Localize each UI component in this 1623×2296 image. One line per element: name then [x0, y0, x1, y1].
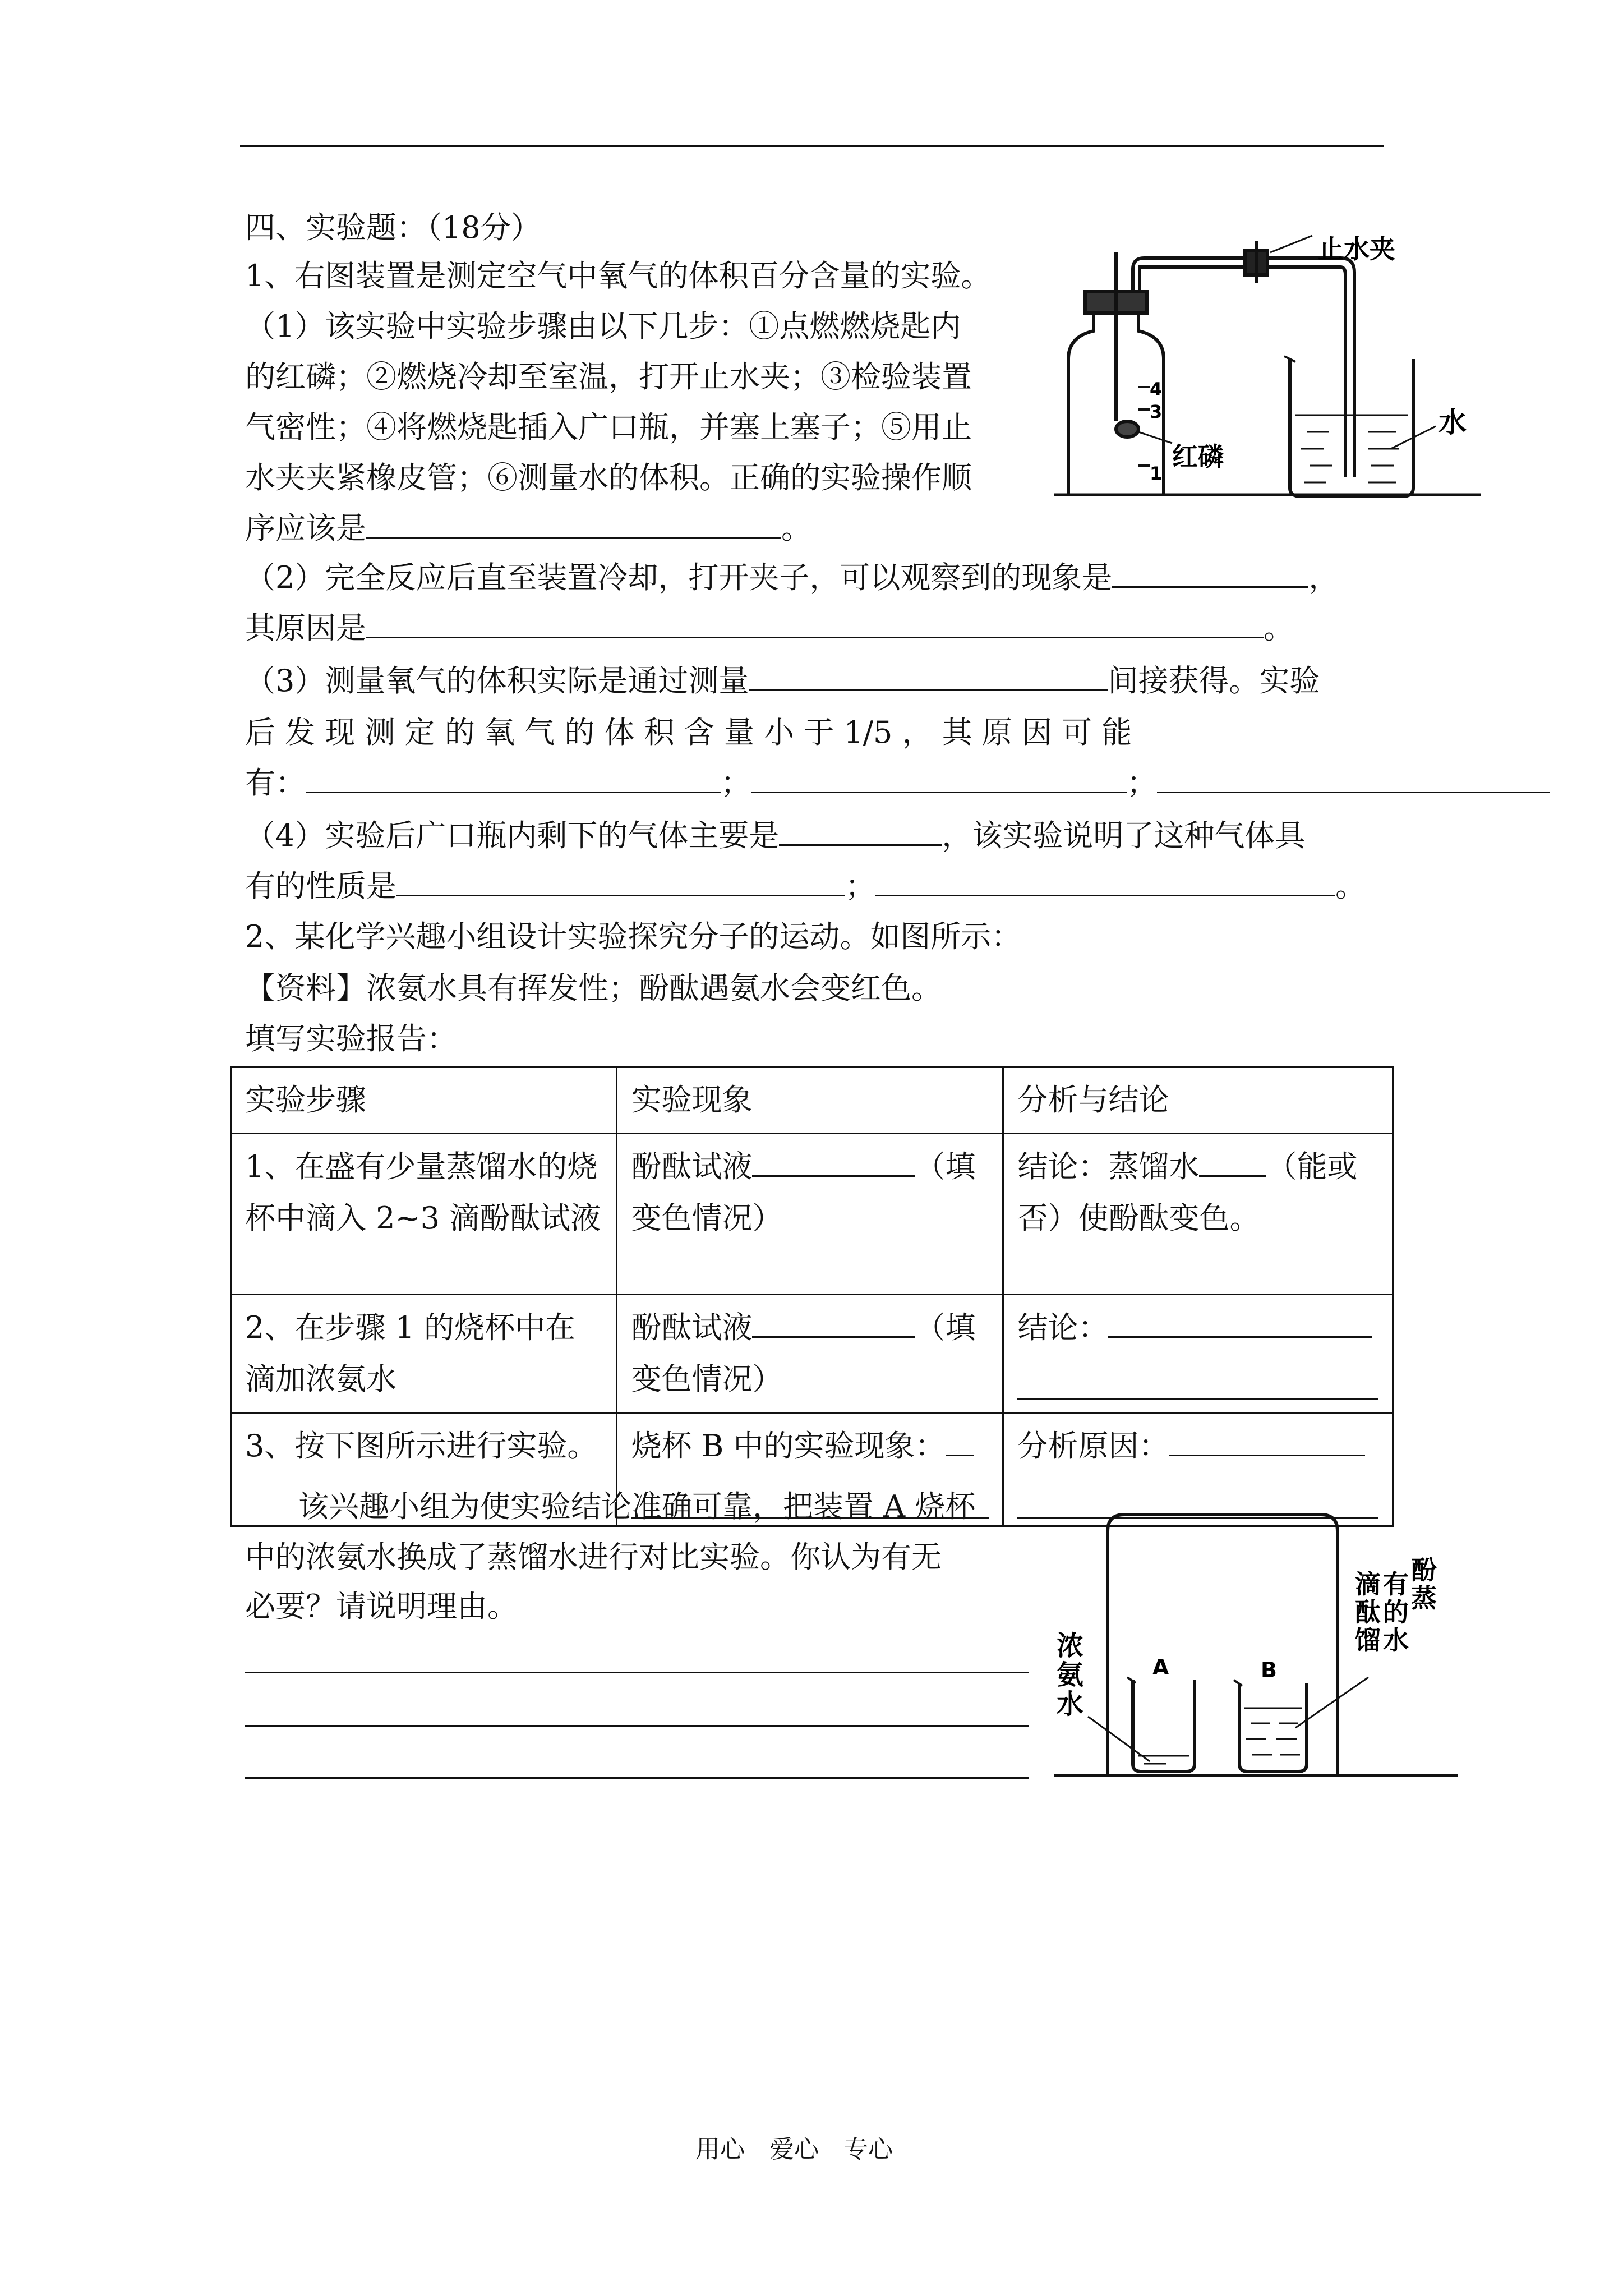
- row1-conclusion: [1003, 1134, 1393, 1295]
- q1-p2-line-a: [245, 552, 1339, 604]
- q1-p3-sep-2: ；: [1127, 765, 1157, 800]
- q1-p4-property-blank-2[interactable]: [875, 863, 1335, 896]
- row2-step: 2、在步骤 1 的烧杯中在滴加浓氨水: [231, 1295, 617, 1413]
- apparatus-drawing: [1054, 236, 1481, 496]
- bell-jar: [1108, 1515, 1338, 1775]
- row2-obs-text: 酚酞试液: [631, 1310, 753, 1345]
- q1-p3-have-text: 有：: [245, 765, 306, 800]
- q2-intro: 2、某化学兴趣小组设计实验探究分子的运动。如图所示：: [245, 919, 1022, 954]
- phenol-col1-char1: 滴: [1355, 1569, 1381, 1599]
- q1-p2-reason-blank[interactable]: [366, 605, 1264, 638]
- section-title: 四、实验题：（18分）: [245, 210, 541, 245]
- row2-obs-note: （填变色情况）: [631, 1310, 976, 1397]
- phenol-col3-char1: 酚: [1411, 1555, 1437, 1585]
- q1-p1-last-line: [245, 503, 811, 554]
- row1-concl-note: （能或否）使酚酞变色。: [1017, 1149, 1358, 1236]
- phenol-col2-char2: 的: [1383, 1597, 1409, 1627]
- q1-p1-end-mark: 。: [781, 510, 811, 546]
- glass-tube: [1133, 258, 1354, 477]
- q1-p3-line-a: [245, 655, 1320, 707]
- oxygen-apparatus-figure: [1054, 230, 1481, 505]
- row1-obs-note: （填变色情况）: [631, 1149, 976, 1236]
- combustion-spoon: [1116, 421, 1138, 437]
- q1-p4-line-b: [245, 861, 1366, 912]
- q1-p1-line-4: 水夹夹紧橡皮管；⑥测量水的体积。正确的实验操作顺: [245, 460, 972, 495]
- phosphorus-label: 红磷: [1172, 441, 1224, 472]
- q1-p2-text: （2）完全反应后直至装置冷却，打开夹子，可以观察到的现象是: [245, 560, 1113, 595]
- table-header-row: [231, 1067, 1393, 1134]
- q1-p4-property-blank-1[interactable]: [396, 863, 845, 896]
- beaker-a-label: A: [1152, 1655, 1169, 1680]
- scale-4: 4: [1150, 379, 1163, 400]
- q1-p4-property-text: 有的性质是: [245, 868, 396, 904]
- q1-p3-line-b: 后 发 现 测 定 的 氧 气 的 体 积 含 量 小 于 1/5 ， 其 原 因 可 能: [245, 715, 1132, 750]
- molecule-motion-figure: [1054, 1492, 1481, 1784]
- phenol-col1-char3: 馏: [1355, 1625, 1381, 1655]
- phenol-col3-char2: 蒸: [1411, 1583, 1437, 1613]
- row2-concl-blank-1[interactable]: [1108, 1305, 1372, 1338]
- q1-p3-text: （3）测量氧气的体积实际是通过测量: [245, 663, 749, 698]
- q1-p3-text-end: 间接获得。实验: [1108, 663, 1320, 698]
- followup-line-3: 必要？请说明理由。: [245, 1589, 518, 1624]
- followup-line-2: 中的浓氨水换成了蒸馏水进行对比实验。你认为有无: [245, 1539, 942, 1575]
- q1-p4-end-mark: 。: [1335, 868, 1366, 904]
- q1-p4-sep: ；: [845, 868, 875, 904]
- beaker-a: [1133, 1680, 1195, 1772]
- row3-obs-text: 烧杯 B 中的实验现象：: [631, 1428, 946, 1464]
- row3-step: 3、按下图所示进行实验。: [231, 1413, 617, 1526]
- q1-p1-last-text: 序应该是: [245, 510, 366, 546]
- row2-observation: [617, 1295, 1003, 1413]
- row3-obs-blank-1[interactable]: [946, 1423, 974, 1456]
- phenol-col2-char1: 有: [1383, 1569, 1409, 1599]
- q1-p1-line-3: 气密性；④将燃烧匙插入广口瓶，并塞上塞子；⑤用止: [245, 409, 972, 445]
- q1-p2-line-b: [245, 602, 1294, 654]
- q1-p1-line-2: 的红磷；②燃烧冷却至室温，打开止水夹；③检验装置: [245, 359, 972, 394]
- answer-line-2[interactable]: [245, 1725, 1029, 1727]
- table-row: [231, 1295, 1393, 1413]
- beaker-b-liquid: [1244, 1708, 1302, 1755]
- q1-p2-comma: ，: [1308, 560, 1339, 595]
- row1-concl-text: 结论：蒸馏水: [1017, 1149, 1200, 1184]
- row3-concl-text: 分析原因：: [1017, 1428, 1169, 1464]
- q1-p3-sep-1: ；: [721, 765, 751, 800]
- row1-observation: [617, 1134, 1003, 1295]
- scale-3: 3: [1150, 401, 1163, 422]
- q1-p2-reason-text: 其原因是: [245, 610, 366, 646]
- water-beaker: [1290, 359, 1413, 496]
- row2-concl-text: 结论：: [1017, 1310, 1109, 1345]
- phenolphthalein-water-label: [1355, 1555, 1437, 1655]
- clamp-label: 止水夹: [1318, 234, 1395, 264]
- header-conclusion: 分析与结论: [1003, 1067, 1393, 1134]
- scale-1: 1: [1150, 463, 1163, 484]
- q1-p3-line-c: [245, 757, 1550, 809]
- q1-p4-gas-blank[interactable]: [779, 813, 942, 846]
- q1-p4-text: （4）实验后广口瓶内剩下的气体主要是: [245, 818, 780, 853]
- q1-p3-reason-blank-1[interactable]: [306, 760, 721, 793]
- phenol-col2-char3: 水: [1383, 1625, 1409, 1655]
- ammonia-pointer: [1088, 1717, 1150, 1761]
- row1-step: 1、在盛有少量蒸馏水的烧杯中滴入 2~3 滴酚酞试液: [231, 1134, 617, 1295]
- q1-p2-phenomenon-blank[interactable]: [1112, 555, 1308, 588]
- phenol-col1-char2: 酞: [1355, 1597, 1381, 1627]
- header-step: 实验步骤: [231, 1067, 617, 1134]
- answer-line-1[interactable]: [245, 1672, 1029, 1673]
- row2-obs-blank[interactable]: [752, 1305, 915, 1338]
- row1-concl-blank[interactable]: [1199, 1144, 1266, 1177]
- experiment-report-table: [230, 1066, 1394, 1527]
- row2-conclusion: [1003, 1295, 1393, 1413]
- ammonia-char-3: 水: [1057, 1688, 1084, 1720]
- q2-report-title: 填写实验报告：: [245, 1021, 457, 1056]
- q1-p2-end-mark: 。: [1264, 610, 1294, 646]
- followup-line-1: 该兴趣小组为使实验结论准确可靠，把装置 A 烧杯: [298, 1489, 976, 1524]
- q1-p3-measure-blank[interactable]: [749, 658, 1108, 691]
- clamp-pointer: [1270, 236, 1312, 252]
- row2-concl-blank-2[interactable]: [1017, 1354, 1378, 1400]
- row1-obs-blank[interactable]: [752, 1144, 915, 1177]
- answer-line-3[interactable]: [245, 1777, 1029, 1779]
- ammonia-label: [1057, 1630, 1083, 1720]
- q1-intro: 1、右图装置是测定空气中氧气的体积百分含量的实验。: [245, 258, 992, 293]
- header-observation: 实验现象: [617, 1067, 1003, 1134]
- phosphorus-pointer: [1138, 432, 1172, 443]
- q1-p3-reason-blank-2[interactable]: [751, 760, 1127, 793]
- glass-tube-inner: [1140, 267, 1345, 477]
- page-footer: 用心 爱心 专心: [695, 2135, 893, 2164]
- row1-obs-text: 酚酞试液: [631, 1149, 753, 1184]
- ammonia-char-1: 浓: [1057, 1630, 1084, 1662]
- table-row: [231, 1134, 1393, 1295]
- q1-p1-answer-blank[interactable]: [366, 505, 781, 539]
- beaker-b-label: B: [1261, 1658, 1277, 1682]
- q1-p4-line-a: [245, 810, 1305, 862]
- q1-p3-reason-blank-3[interactable]: [1157, 760, 1550, 793]
- water-label: 水: [1438, 406, 1467, 439]
- ammonia-char-2: 氨: [1057, 1659, 1084, 1691]
- row3-concl-blank-1[interactable]: [1169, 1423, 1365, 1456]
- header-rule: [240, 145, 1384, 147]
- q1-p4-text-end: ，该实验说明了这种气体具: [942, 818, 1306, 853]
- q2-info: 【资料】浓氨水具有挥发性；酚酞遇氨水会变红色。: [245, 970, 942, 1006]
- q1-p1-line-1: （1）该实验中实验步骤由以下几步：①点燃燃烧匙内: [245, 309, 961, 344]
